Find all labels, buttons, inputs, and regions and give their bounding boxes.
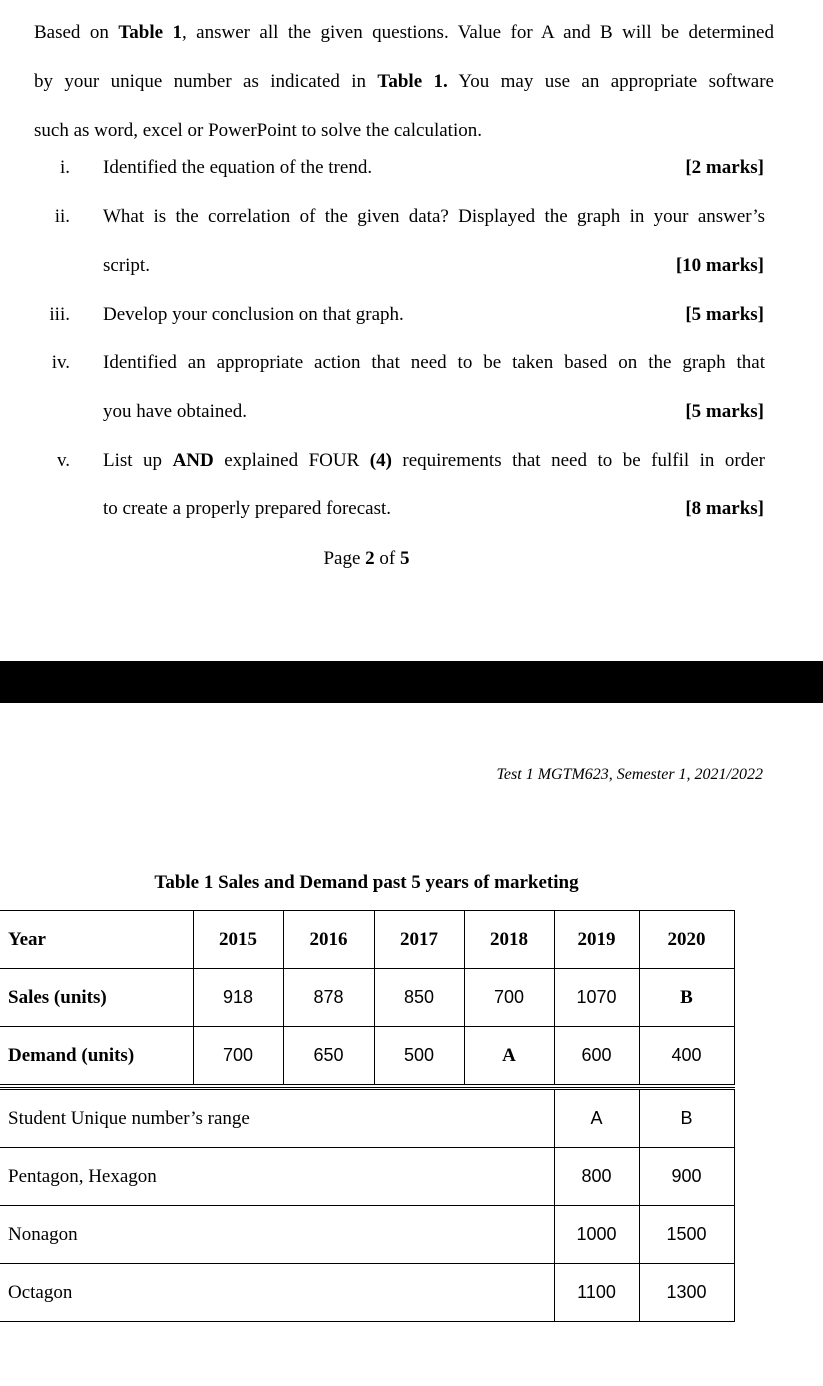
instructions-line-2: by your unique number as indicated in Table 1. You may use an appropriate software: [34, 71, 774, 92]
table-cell: 400: [639, 1027, 734, 1085]
table-cell: 1300: [639, 1264, 734, 1322]
instructions-line-3: such as word, excel or PowerPoint to solve the calculation.: [34, 120, 482, 141]
instructions: [34, 8, 774, 155]
header-cell: 2018: [464, 911, 554, 969]
table-row: [0, 1264, 734, 1322]
header-cell: 2017: [374, 911, 464, 969]
table-header-row: [0, 911, 734, 969]
question-text-cont: you have obtained.: [103, 401, 248, 422]
header-cell: 2016: [283, 911, 374, 969]
table-cell: 700: [193, 1027, 283, 1085]
row-label: Octagon: [0, 1264, 554, 1322]
table-cell: A: [464, 1027, 554, 1085]
question-text: Develop your conclusion on that graph.: [103, 304, 404, 325]
table-cell: 1070: [554, 969, 639, 1027]
row-label: Sales (units): [0, 969, 193, 1027]
header-cell: 2015: [193, 911, 283, 969]
question-text-cont: script.: [103, 255, 150, 276]
table-cell: B: [639, 1089, 734, 1148]
row-label: Pentagon, Hexagon: [0, 1148, 554, 1206]
table-cell: 1000: [554, 1206, 639, 1264]
table-cell: 918: [193, 969, 283, 1027]
table-cell: 878: [283, 969, 374, 1027]
table-row: [0, 969, 734, 1027]
table-cell: 650: [283, 1027, 374, 1085]
question-text: List up AND explained FOUR (4) requirements that need to be fulfil in order: [103, 450, 765, 471]
table-cell: 850: [374, 969, 464, 1027]
table-row: [0, 1089, 734, 1148]
header-cell: Year: [0, 911, 193, 969]
question-text: Identified an appropriate action that need to be taken based on the graph that: [103, 352, 765, 373]
question-marks: [2 marks]: [685, 157, 764, 178]
question-number: iii.: [49, 304, 70, 325]
table-cell: 900: [639, 1148, 734, 1206]
table-cell: 600: [554, 1027, 639, 1085]
question-marks: [10 marks]: [675, 255, 764, 276]
table-cell: 1500: [639, 1206, 734, 1264]
document-header: Test 1 MGTM623, Semester 1, 2021/2022: [496, 766, 763, 783]
question-marks: [5 marks]: [685, 304, 764, 325]
header-cell: 2019: [554, 911, 639, 969]
question-text: What is the correlation of the given data? Displayed the graph in your answer’s: [103, 206, 765, 227]
table-cell: B: [639, 969, 734, 1027]
row-label: Student Unique number’s range: [0, 1089, 554, 1148]
table-cell: 500: [374, 1027, 464, 1085]
table-caption: Table 1 Sales and Demand past 5 years of marketing: [154, 872, 579, 893]
table-row: [0, 1148, 734, 1206]
header-cell: 2020: [639, 911, 734, 969]
question-number: i.: [59, 157, 70, 178]
row-label: Demand (units): [0, 1027, 193, 1085]
table-cell: A: [554, 1089, 639, 1148]
question-number: iv.: [51, 352, 70, 373]
page-separator: [0, 661, 823, 703]
question-marks: [5 marks]: [685, 401, 764, 422]
page-number: Page 2 of 5: [323, 548, 410, 569]
instructions-line-1: Based on Table 1, answer all the given questions. Value for A and B will be determined: [34, 22, 774, 43]
sales-demand-table: [0, 910, 735, 1085]
row-label: Nonagon: [0, 1206, 554, 1264]
question-marks: [8 marks]: [685, 498, 764, 519]
question-text-cont: to create a properly prepared forecast.: [103, 498, 391, 519]
table-cell: 800: [554, 1148, 639, 1206]
unique-number-table: [0, 1087, 735, 1322]
table-cell: 1100: [554, 1264, 639, 1322]
question-number: ii.: [54, 206, 70, 227]
table-cell: 700: [464, 969, 554, 1027]
table-row: [0, 1027, 734, 1085]
question-number: v.: [56, 450, 70, 471]
question-text: Identified the equation of the trend.: [103, 157, 373, 178]
table-row: [0, 1206, 734, 1264]
